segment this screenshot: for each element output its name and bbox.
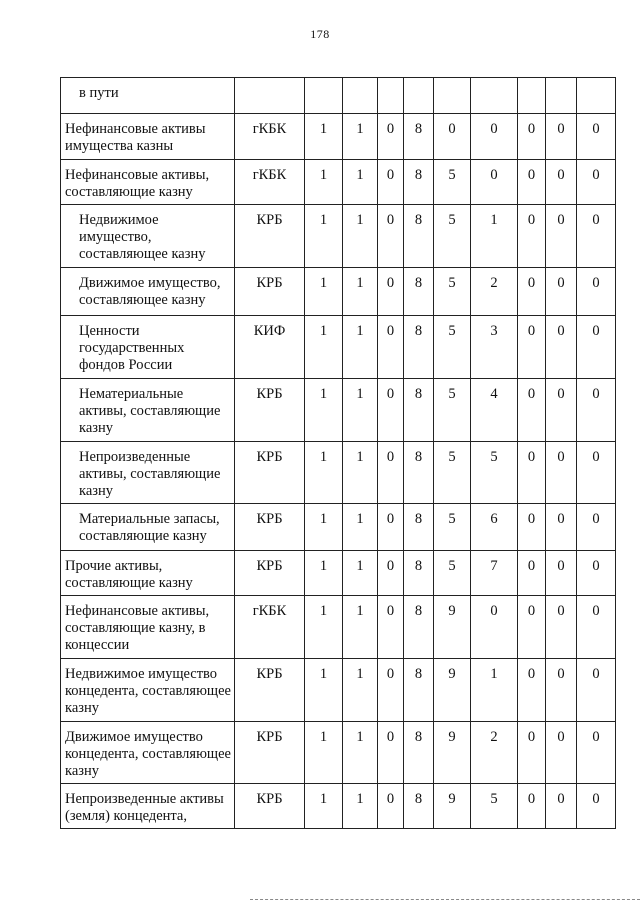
account-name-cell: Непроизведенные активы, составляющие казну [61,442,235,504]
account-digit-cell: 5 [434,316,471,379]
page-number: 178 [310,27,330,41]
account-digit-cell: 0 [577,596,616,659]
account-digit-cell: 5 [434,442,471,504]
account-digit-cell: 8 [404,504,434,551]
kbk-code-cell: КРБ [235,442,305,504]
account-digit-cell: 8 [404,379,434,442]
account-digit-cell: 5 [434,205,471,268]
table-row [61,722,616,784]
account-digit-cell: 0 [546,114,577,160]
account-digit-cell: 1 [343,722,378,784]
account-digit-cell: 0 [577,722,616,784]
account-digit-cell: 0 [577,659,616,722]
account-digit-cell: 5 [471,442,518,504]
account-digit-cell: 0 [378,722,404,784]
table-row [61,442,616,504]
account-digit-cell: 0 [577,268,616,316]
account-name-cell: Движимое имущество, составляющее казну [61,268,235,316]
account-digit-cell: 0 [546,784,577,829]
account-digit-cell [404,78,434,114]
kbk-code-cell: КРБ [235,659,305,722]
account-digit-cell: 9 [434,722,471,784]
account-digit-cell: 7 [471,551,518,596]
account-digit-cell: 0 [434,114,471,160]
account-digit-cell: 0 [577,205,616,268]
account-digit-cell: 0 [471,160,518,205]
account-digit-cell: 0 [378,316,404,379]
account-digit-cell: 0 [378,114,404,160]
account-digit-cell: 1 [471,659,518,722]
account-digit-cell: 2 [471,268,518,316]
account-digit-cell: 0 [378,551,404,596]
account-digit-cell: 6 [471,504,518,551]
kbk-code-cell [235,78,305,114]
table-row [61,504,616,551]
table-row [61,596,616,659]
kbk-code-cell: КРБ [235,784,305,829]
account-digit-cell: 0 [471,114,518,160]
account-digit-cell: 0 [378,160,404,205]
account-digit-cell: 0 [378,659,404,722]
account-digit-cell: 0 [378,784,404,829]
account-digit-cell: 0 [546,596,577,659]
account-digit-cell: 0 [546,268,577,316]
account-name-cell: Материальные запасы, составляющие казну [61,504,235,551]
account-name-cell: Нематериальные активы, составляющие казну [61,379,235,442]
kbk-code-cell: гКБК [235,596,305,659]
kbk-code-cell: гКБК [235,160,305,205]
account-digit-cell: 0 [518,205,546,268]
account-digit-cell: 0 [577,504,616,551]
account-digit-cell: 0 [577,784,616,829]
account-name-cell: Ценности государственных фондов России [61,316,235,379]
account-digit-cell: 8 [404,316,434,379]
account-name-cell: Нефинансовые активы, составляющие казну [61,160,235,205]
account-name-cell: Непроизведенные активы (земля) концедента, [61,784,235,829]
account-digit-cell: 1 [343,379,378,442]
account-digit-cell: 1 [305,551,343,596]
account-digit-cell: 0 [518,784,546,829]
account-digit-cell: 5 [434,551,471,596]
account-digit-cell: 1 [343,659,378,722]
account-digit-cell: 8 [404,596,434,659]
account-digit-cell: 1 [343,504,378,551]
table-body [61,78,616,829]
account-digit-cell: 0 [546,722,577,784]
account-digit-cell: 5 [434,268,471,316]
account-digit-cell: 0 [577,442,616,504]
account-digit-cell: 5 [434,504,471,551]
account-digit-cell: 1 [305,160,343,205]
account-name-cell: Недвижимое имущество концедента, составляющее казну [61,659,235,722]
account-digit-cell: 8 [404,114,434,160]
account-digit-cell: 9 [434,784,471,829]
kbk-code-cell: гКБК [235,114,305,160]
account-name-cell: Недвижимое имущество, составляющее казну [61,205,235,268]
account-digit-cell: 8 [404,551,434,596]
kbk-code-cell: КРБ [235,268,305,316]
account-digit-cell: 1 [305,659,343,722]
table-row [61,114,616,160]
account-digit-cell [577,78,616,114]
account-digit-cell: 0 [577,316,616,379]
account-digit-cell: 5 [471,784,518,829]
table-row [61,551,616,596]
account-digit-cell: 1 [343,784,378,829]
table-row [61,160,616,205]
account-digit-cell: 0 [471,596,518,659]
table-row [61,78,616,114]
account-digit-cell: 1 [305,268,343,316]
account-digit-cell [305,78,343,114]
account-digit-cell: 1 [343,316,378,379]
account-digit-cell: 1 [305,379,343,442]
account-digit-cell: 8 [404,268,434,316]
account-digit-cell: 2 [471,722,518,784]
account-digit-cell: 0 [546,659,577,722]
account-digit-cell: 9 [434,659,471,722]
account-digit-cell: 0 [518,114,546,160]
account-digit-cell: 1 [305,114,343,160]
account-digit-cell: 1 [343,442,378,504]
account-codes-table [60,77,616,829]
account-digit-cell: 8 [404,659,434,722]
account-digit-cell: 3 [471,316,518,379]
account-digit-cell: 0 [546,205,577,268]
account-digit-cell: 0 [378,596,404,659]
account-name-cell: Нефинансовые активы, составляющие казну, в концессии [61,596,235,659]
account-digit-cell [546,78,577,114]
account-digit-cell: 0 [518,722,546,784]
account-digit-cell: 5 [434,160,471,205]
account-digit-cell: 4 [471,379,518,442]
account-digit-cell: 8 [404,442,434,504]
account-digit-cell [434,78,471,114]
account-digit-cell [518,78,546,114]
account-digit-cell: 0 [378,442,404,504]
account-digit-cell: 1 [305,316,343,379]
account-digit-cell: 0 [378,205,404,268]
account-digit-cell: 0 [546,160,577,205]
account-digit-cell: 0 [546,504,577,551]
account-digit-cell: 5 [434,379,471,442]
account-digit-cell: 8 [404,160,434,205]
account-digit-cell: 0 [577,379,616,442]
account-digit-cell: 1 [343,114,378,160]
account-digit-cell: 0 [378,379,404,442]
account-digit-cell: 1 [471,205,518,268]
table-row [61,659,616,722]
account-digit-cell: 0 [518,596,546,659]
account-name-cell: Движимое имущество концедента, составляющее казну [61,722,235,784]
account-digit-cell: 1 [305,442,343,504]
account-digit-cell [378,78,404,114]
account-digit-cell: 1 [343,596,378,659]
kbk-code-cell: КРБ [235,379,305,442]
account-digit-cell: 0 [518,160,546,205]
account-digit-cell: 1 [343,205,378,268]
account-digit-cell: 1 [343,160,378,205]
account-digit-cell [471,78,518,114]
kbk-code-cell: КРБ [235,205,305,268]
account-digit-cell: 0 [546,442,577,504]
account-digit-cell: 0 [518,268,546,316]
account-digit-cell: 0 [577,160,616,205]
account-digit-cell: 8 [404,205,434,268]
table-row [61,316,616,379]
account-name-cell: Прочие активы, составляющие казну [61,551,235,596]
account-digit-cell: 0 [546,551,577,596]
table-row [61,205,616,268]
account-digit-cell: 0 [518,379,546,442]
account-digit-cell: 1 [305,205,343,268]
account-digit-cell: 0 [518,316,546,379]
account-digit-cell: 0 [546,379,577,442]
account-digit-cell [343,78,378,114]
kbk-code-cell: КРБ [235,504,305,551]
kbk-code-cell: КРБ [235,722,305,784]
account-name-cell: в пути [61,78,235,114]
account-name-cell: Нефинансовые активы имущества казны [61,114,235,160]
account-digit-cell: 0 [546,316,577,379]
kbk-code-cell: КИФ [235,316,305,379]
table-row [61,784,616,829]
account-digit-cell: 1 [305,504,343,551]
kbk-code-cell: КРБ [235,551,305,596]
account-digit-cell: 1 [343,551,378,596]
account-digit-cell: 0 [518,659,546,722]
account-digit-cell: 1 [305,722,343,784]
account-digit-cell: 8 [404,784,434,829]
table-row [61,268,616,316]
account-digit-cell: 8 [404,722,434,784]
scan-edge-line [250,899,640,900]
account-digit-cell: 9 [434,596,471,659]
table-row [61,379,616,442]
account-digit-cell: 0 [518,551,546,596]
account-digit-cell: 0 [518,442,546,504]
account-digit-cell: 0 [378,268,404,316]
account-digit-cell: 0 [577,551,616,596]
account-digit-cell: 0 [378,504,404,551]
account-digit-cell: 1 [343,268,378,316]
account-digit-cell: 0 [577,114,616,160]
account-digit-cell: 1 [305,596,343,659]
account-digit-cell: 1 [305,784,343,829]
account-digit-cell: 0 [518,504,546,551]
